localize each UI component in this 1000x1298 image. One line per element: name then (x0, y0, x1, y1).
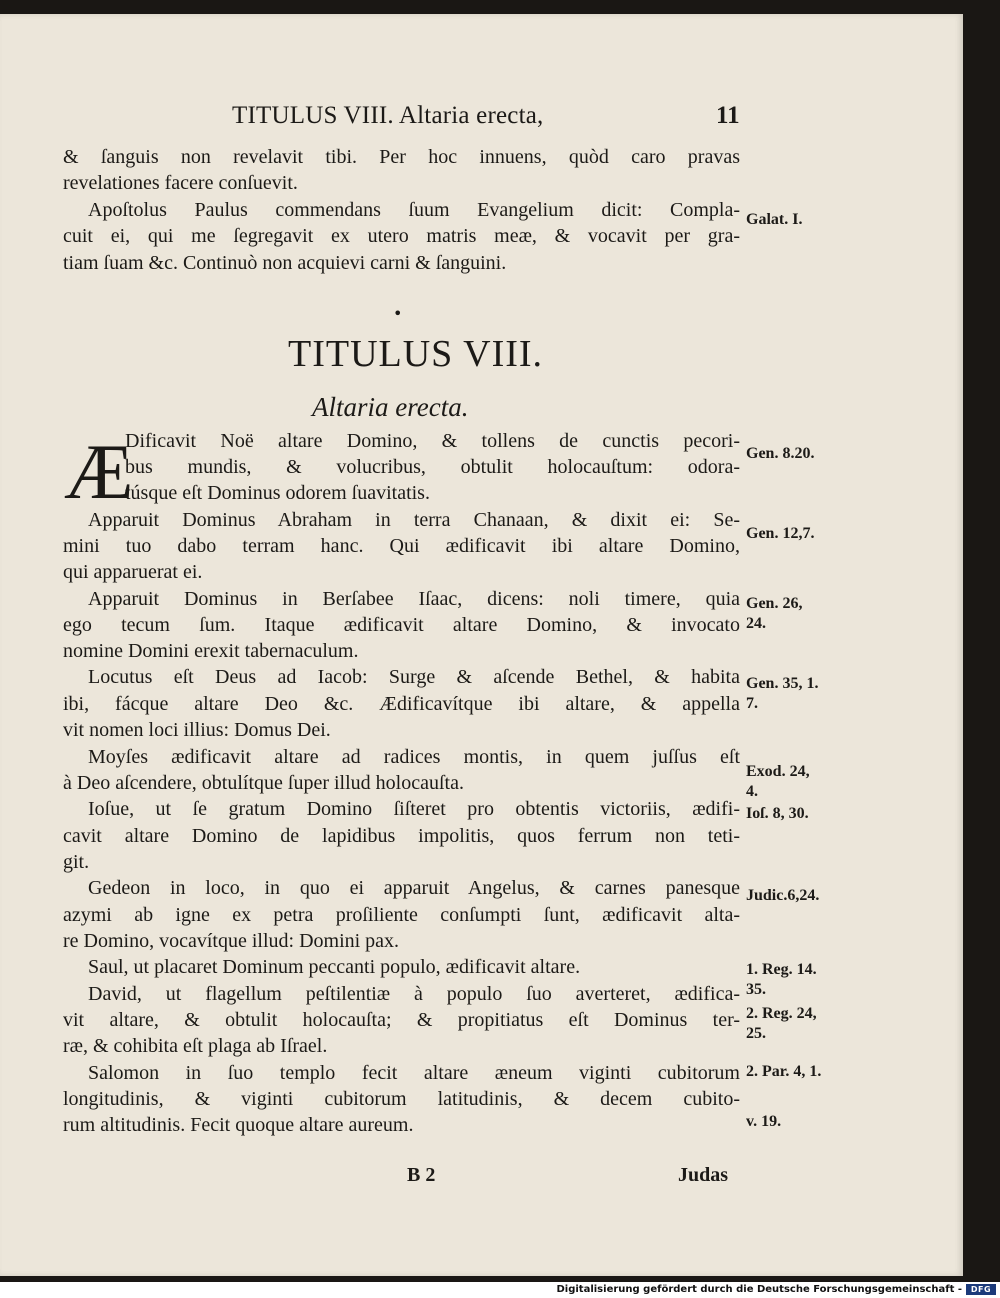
text-line: David, ut flagellum peſtilentiæ à populo ſuo averteret, ædifica- (88, 983, 740, 1005)
book-page (0, 14, 963, 1276)
text-line: Ioſue, ut ſe gratum Domino ſiſteret pro obtentis victoriis, ædifi- (88, 798, 740, 820)
margin-note: 4. (746, 783, 758, 800)
text-line: mini tuo dabo terram hanc. Qui ædificavit ibi altare Domino, (63, 535, 740, 557)
margin-note: 25. (746, 1025, 766, 1042)
text-line: Gedeon in loco, in quo ei apparuit Angelus, & carnes panesque (88, 877, 740, 899)
text-line: ræ, & cohibita eſt plaga ab Iſrael. (63, 1035, 328, 1057)
text-line: qui apparuerat ei. (63, 561, 203, 583)
text-line: Salomon in ſuo templo fecit altare æneum viginti cubitorum (88, 1062, 740, 1084)
text-line: à Deo aſcendere, obtulítque ſuper illud holocauſta. (63, 772, 464, 794)
text-line: rum altitudinis. Fecit quoque altare aureum. (63, 1114, 414, 1136)
funding-notice: Digitalisierung gefördert durch die Deutsche Forschungsgemeinschaft - (556, 1284, 962, 1295)
margin-note: v. 19. (746, 1113, 782, 1130)
text-line: cavit altare Domino de lapidibus impolitis, quos ferrum non teti- (63, 825, 740, 847)
margin-note: 2. Par. 4, 1. (746, 1063, 822, 1080)
margin-note: Gen. 26, (746, 595, 803, 612)
drop-cap-initial: Æ (64, 428, 134, 515)
text-line: git. (63, 851, 90, 873)
text-line: ego tecum ſum. Itaque ædificavit altare Domino, & invocato (63, 614, 740, 636)
text-line: Moyſes ædificavit altare ad radices montis, in quem juſſus eſt (88, 746, 740, 768)
margin-note: Gen. 35, 1. (746, 675, 819, 692)
text-line: Dificavit Noë altare Domino, & tollens de cunctis pecori- (125, 430, 740, 452)
margin-note: 24. (746, 615, 766, 632)
text-line: cuit ei, qui me ſegregavit ex utero matris meæ, & vocavit per gra- (63, 225, 740, 247)
margin-note: Gen. 12,7. (746, 525, 815, 542)
text-line: re Domino, vocavítque illud: Domini pax. (63, 930, 400, 952)
catchword: Judas (678, 1164, 729, 1186)
margin-note: Judic.6,24. (746, 887, 820, 904)
ornament-icon: • (393, 304, 403, 323)
text-line: ibi, fácque altare Deo &c. Ædificavítque ibi altare, & appella (63, 693, 740, 715)
page-number: 11 (716, 102, 740, 129)
margin-note: Gen. 8.20. (746, 445, 815, 462)
text-line: Apoſtolus Paulus commendans ſuum Evangelium dicit: Compla- (88, 199, 740, 221)
section-subtitle: Altaria erecta. (312, 392, 469, 422)
text-line: Apparuit Dominus in Berſabee Iſaac, dicens: noli timere, quia (88, 588, 740, 610)
text-line: Saul, ut placaret Dominum peccanti populo, ædificavit altare. (88, 956, 581, 978)
running-head-title: TITULUS VIII. Altaria erecta, (232, 102, 544, 129)
text-line: longitudinis, & viginti cubitorum latitudinis, & decem cubito- (63, 1088, 740, 1110)
margin-note: Ioſ. 8, 30. (746, 805, 809, 822)
margin-note: Exod. 24, (746, 763, 810, 780)
margin-note: 35. (746, 981, 766, 998)
text-line: Apparuit Dominus Abraham in terra Chanaan, & dixit ei: Se- (88, 509, 740, 531)
signature-mark: B 2 (407, 1164, 436, 1186)
running-head (232, 102, 963, 142)
text-line: azymi ab igne ex petra proſiliente conſumpti ſunt, ædificavit alta- (63, 904, 740, 926)
margin-note: Galat. I. (746, 211, 803, 228)
text-line: vit altare, & obtulit holocauſta; & propitiatus eſt Dominus ter- (63, 1009, 740, 1031)
text-line: Locutus eſt Deus ad Iacob: Surge & aſcende Bethel, & habita (88, 666, 740, 688)
margin-note: 1. Reg. 14. (746, 961, 817, 978)
text-line: bus mundis, & volucribus, obtulit holocauſtum: odora- (125, 456, 740, 478)
text-line: tiam ſuam &c. Continuò non acquievi carni & ſanguini. (63, 252, 507, 274)
margin-note: 7. (746, 695, 758, 712)
text-line: nomine Domini erexit tabernaculum. (63, 640, 359, 662)
text-line: revelationes facere conſuevit. (63, 172, 298, 194)
dfg-logo-icon: DFG (966, 1284, 996, 1295)
text-line: vit nomen loci illius: Domus Dei. (63, 719, 331, 741)
text-line: & ſanguis non revelavit tibi. Per hoc innuens, quòd caro pravas (63, 146, 740, 168)
text-line: túsque eſt Dominus odorem ſuavitatis. (125, 482, 430, 504)
margin-note: 2. Reg. 24, (746, 1005, 817, 1022)
section-title: TITULUS VIII. (288, 333, 544, 375)
